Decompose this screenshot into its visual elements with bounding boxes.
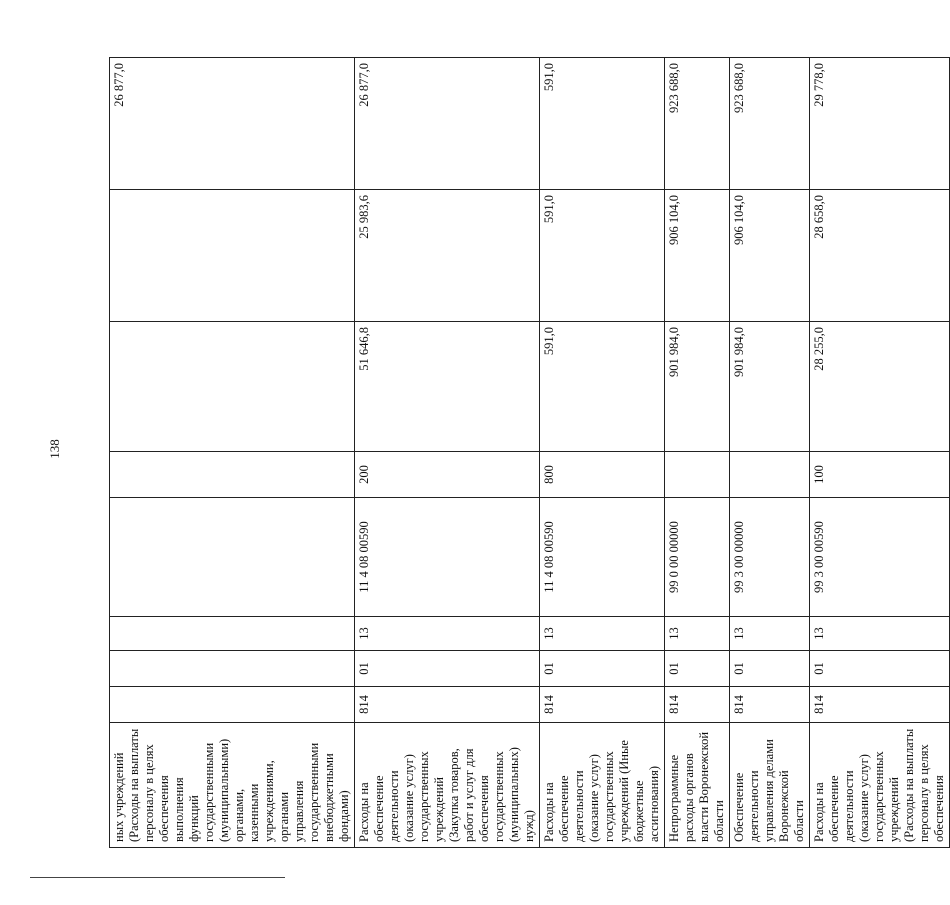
row-name-cell: Непрограммные расходы органов власти Воронежской области: [665, 723, 730, 848]
section-code-cell: 01: [540, 651, 665, 687]
amount-year1-cell: 28 255,0: [810, 322, 950, 452]
expense-type-cell: 800: [540, 452, 665, 498]
section-code-cell: [110, 651, 355, 687]
subsection-code-cell: 13: [730, 617, 810, 651]
section-code-cell: 01: [810, 651, 950, 687]
subsection-code-cell: 13: [810, 617, 950, 651]
amount-year2-cell: 25 983,6: [355, 190, 540, 322]
ministry-code-cell: 814: [810, 687, 950, 723]
rotated-table-wrapper: [109, 58, 946, 848]
table-row: [540, 58, 665, 848]
expense-type-cell: [730, 452, 810, 498]
amount-year3-cell: 26 877,0: [355, 58, 540, 190]
amount-year3-cell: 26 877,0: [110, 58, 355, 190]
expense-type-cell: [110, 452, 355, 498]
amount-year1-cell: 51 646,8: [355, 322, 540, 452]
amount-year1-cell: 591,0: [540, 322, 665, 452]
row-name-cell: Расходы на обеспечение деятельности (оказание услуг) государственных учреждений (Расходы на выплаты персоналу в целях обеспечения: [810, 723, 950, 848]
table-row: [730, 58, 810, 848]
subsection-code-cell: 13: [665, 617, 730, 651]
amount-year2-cell: 28 658,0: [810, 190, 950, 322]
amount-year2-cell: 591,0: [540, 190, 665, 322]
ministry-code-cell: 814: [665, 687, 730, 723]
subsection-code-cell: 13: [355, 617, 540, 651]
amount-year3-cell: 923 688,0: [665, 58, 730, 190]
ministry-code-cell: [110, 687, 355, 723]
footnote-separator: [30, 877, 285, 878]
section-code-cell: 01: [665, 651, 730, 687]
section-code-cell: 01: [355, 651, 540, 687]
row-name-cell: Расходы на обеспечение деятельности (оказание услуг) государственных учреждений (Иные бюджетные ассигнования): [540, 723, 665, 848]
target-article-cell: 99 0 00 00000: [665, 498, 730, 617]
page-number: 138: [47, 439, 62, 459]
table-row: [810, 58, 950, 848]
section-code-cell: 01: [730, 651, 810, 687]
amount-year2-cell: 906 104,0: [665, 190, 730, 322]
ministry-code-cell: 814: [355, 687, 540, 723]
table-row: [665, 58, 730, 848]
expense-type-cell: 200: [355, 452, 540, 498]
target-article-cell: 99 3 00 00590: [810, 498, 950, 617]
subsection-code-cell: [110, 617, 355, 651]
amount-year2-cell: [110, 190, 355, 322]
row-name-cell: Обеспечение деятельности управления делами Воронежской области: [730, 723, 810, 848]
table-row: [110, 58, 355, 848]
amount-year1-cell: [110, 322, 355, 452]
amount-year3-cell: 591,0: [540, 58, 665, 190]
target-article-cell: 11 4 08 00590: [540, 498, 665, 617]
amount-year3-cell: 923 688,0: [730, 58, 810, 190]
amount-year3-cell: 29 778,0: [810, 58, 950, 190]
target-article-cell: 11 4 08 00590: [355, 498, 540, 617]
row-name-cell: Расходы на обеспечение деятельности (оказание услуг) государственных учреждений (Закупка товаров, работ и услуг для обеспечения государственных (муниципальных) нужд): [355, 723, 540, 848]
row-name-cell: ных учреждений (Расходы на выплаты персоналу в целях обеспечения выполнения функций государственными (муниципальными) органами, казенными учреждениями, органами управления государственными внебюджетными фондами): [110, 723, 355, 848]
target-article-cell: 99 3 00 00000: [730, 498, 810, 617]
ministry-code-cell: 814: [730, 687, 810, 723]
expense-type-cell: 100: [810, 452, 950, 498]
budget-table: [109, 57, 950, 848]
subsection-code-cell: 13: [540, 617, 665, 651]
amount-year1-cell: 901 984,0: [730, 322, 810, 452]
amount-year2-cell: 906 104,0: [730, 190, 810, 322]
table-row: [355, 58, 540, 848]
ministry-code-cell: 814: [540, 687, 665, 723]
expense-type-cell: [665, 452, 730, 498]
amount-year1-cell: 901 984,0: [665, 322, 730, 452]
target-article-cell: [110, 498, 355, 617]
